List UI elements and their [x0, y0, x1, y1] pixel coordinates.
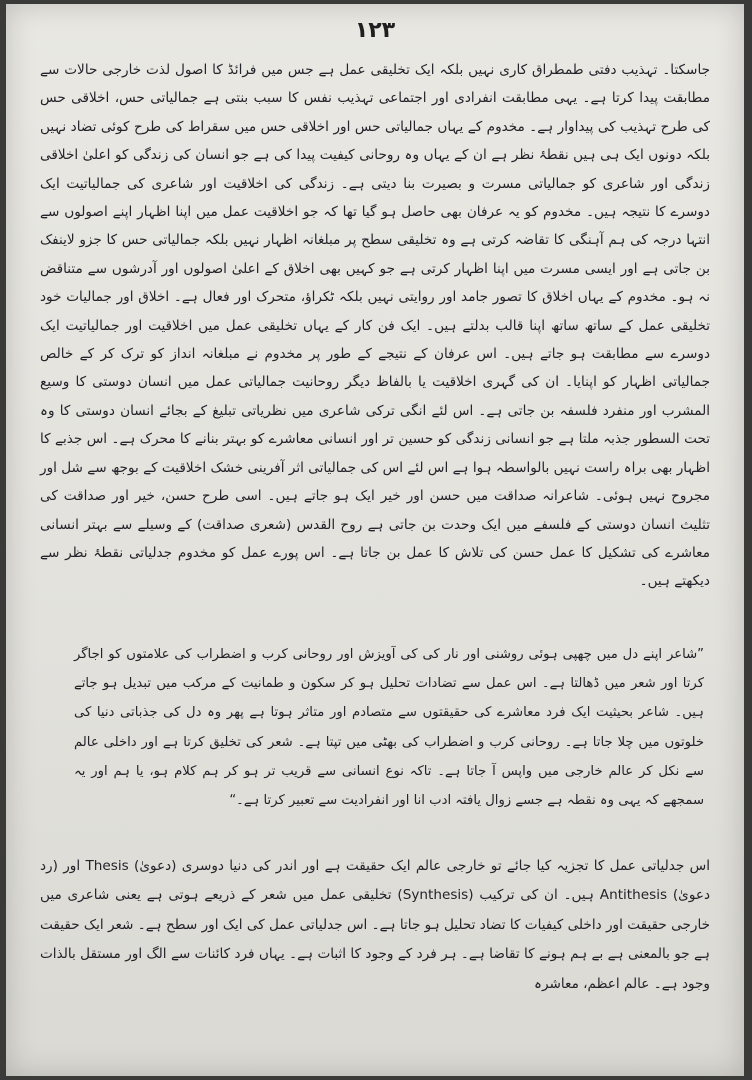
body-paragraph-top: [40, 56, 710, 596]
block-quote: [74, 640, 704, 815]
body-paragraph-bottom: [40, 852, 710, 999]
paragraph-text: جاسکتا۔ تہذیب دفتی طمطراق کاری نہیں بلکہ ایک تخلیقی عمل ہے جس میں فرائڈ کا اصول لذت خارجی حالات سے مطابقت پیدا کرتا ہے۔ یہی مطابقت انفرادی اور اجتماعی تہذیب نفس کا سبب بنتی ہے جمالیاتی حس، اخلاقی حس کی طرح تہذیب کی پیداوار ہے۔ مخدوم کے یہاں جمالیاتی حس اور اخلاقی حس میں سقراط کی طرح کوئی تضاد نہیں بلکہ دونوں ایک ہی ہیں نقطۂ نظر ہے ان کے یہاں وہ روحانی کیفیت پیدا کی ہے جو انسان کی زندگی کو اعلیٰ اخلاقی زندگی اور شاعری کو جمالیاتی مسرت و بصیرت بنا دیتی ہے۔ زندگی کی اخلاقیت اور شاعری کی جمالیاتیت ایک دوسرے کا نتیجہ ہیں۔ مخدوم کو یہ عرفان بھی حاصل ہو گیا تھا کہ جو اخلاقیت عمل میں اپنا اظہار اپنے اصولوں سے انتہا درجہ کی ہم آہنگی کا تقاضہ کرتی ہے وہ تخلیقی سطح پر مبلغانہ اظہار نہیں بلکہ جمالیاتی حس کا جزو لاینفک بن جاتی ہے اور ایسی مسرت میں اپنا اظہار کرتی ہے جو کہیں بھی اخلاق کے اعلیٰ اصولوں اور آدرشوں سے متناقض نہ ہو۔ مخدوم کے یہاں اخلاق کا تصور جامد اور روایتی نہیں بلکہ ٹکراؤ، متحرک اور فعال ہے۔ اخلاق اور جمالیات خود تخلیقی عمل کے ساتھ ساتھ اپنا قالب بدلتے ہیں۔ ایک فن کار کے یہاں تخلیقی عمل میں اخلاقیت اور جمالیاتیت ایک دوسرے سے مطابقت ہو جاتے ہیں۔ اس عرفان کے نتیجے کے طور پر مخدوم نے مبلغانہ انداز کو ترک کر کے خالص جمالیاتی اظہار کو اپنایا۔ ان کی گہری اخلاقیت یا بالفاظ دیگر روحانیت جمالیاتی عمل میں انسان دوستی کا وسیع المشرب اور منفرد فلسفہ بن جاتی ہے۔ اس لئے انگی ترکی شاعری میں نظریاتی تبلیغ کے بجائے انسان دوستی کا وہ تحت السطور جذبہ ملتا ہے جو انسانی زندگی کو حسین تر اور انسانی معاشرے کو بہتر بنانے کا محرک ہے۔ اس جذبے کا اظہار بھی براہ راست نہیں بالواسطہ ہوا ہے اس لئے اس کی جمالیاتی اثر آفرینی خشک اخلاقیت کے بوجھ سے شل اور مجروح نہیں ہوئی۔ شاعرانہ صداقت میں حسن اور خیر ایک ہو جاتے ہیں۔ اسی طرح حسن، خیر اور صداقت کی تثلیث انسان دوستی کے فلسفے میں ایک وحدت بن جاتی ہے روح القدس (شعری صداقت) کے وسیلے سے بہتر انسانی معاشرے کی تشکیل کا عمل حسن کی تلاش کا عمل بن جاتا ہے۔ اس پورے عمل کو مخدوم جدلیاتی نقطۂ نظر سے دیکھتے ہیں۔: [40, 62, 710, 590]
document-page: [6, 4, 744, 1076]
quote-text: ”شاعر اپنے دل میں چھپی ہوئی روشنی اور نار کی کی آویزش اور روحانی کرب و اضطراب کی علامتوں کو اجاگر کرتا اور شعر میں ڈھالتا ہے۔ اس عمل سے تضادات تحلیل ہو کر سکون و طمانیت کے مرکب میں تبدیل ہو جاتے ہیں۔ شاعر بحیثیت ایک فرد معاشرے کی حقیقتوں سے متصادم اور متاثر ہوتا ہے پھر وہ دل کی جذباتی دنیا کی خلوتوں میں چلا جاتا ہے۔ روحانی کرب و اضطراب کی بھٹی میں تپتا ہے۔ شعر کی تخلیق کرتا ہے اور داخلی عالم سے نکل کر عالم خارجی میں واپس آ جاتا ہے۔ تاکہ نوع انسانی سے قریب تر ہو کر ہم کلام ہو، یا ہم اور یہ سمجھے کہ یہی وہ نقطہ ہے جسے زوال یافتہ ادب انا اور انفرادیت سے تعبیر کرتا ہے۔“: [74, 647, 704, 809]
paragraph-text: اس جدلیاتی عمل کا تجزیہ کیا جائے تو خارجی عالم ایک حقیقت ہے اور اندر کی دنیا دوسری (دعویٰ) Thesis اور (رد دعویٰ) Antithesis ہیں۔ ان کی ترکیب (Synthesis) تخلیقی عمل میں شعر کے ذریعے ہوتی ہے یعنی شاعری میں خارجی حقیقت اور داخلی کیفیات کا تضاد تحلیل ہو جاتا ہے۔ اس جدلیاتی عمل کی ایک اور سطح ہے۔ شعر ایک حقیقت ہے جو بالمعنی ہے بے ہم ہونے کا تقاضا ہے۔ ہر فرد کے وجود کا اثبات ہے۔ یہاں فرد کائنات سے الگ اور مستقل بالذات وجود ہے۔ عالم اعظم، معاشرہ: [40, 858, 711, 992]
page-number: ۱۲۳: [354, 18, 396, 43]
